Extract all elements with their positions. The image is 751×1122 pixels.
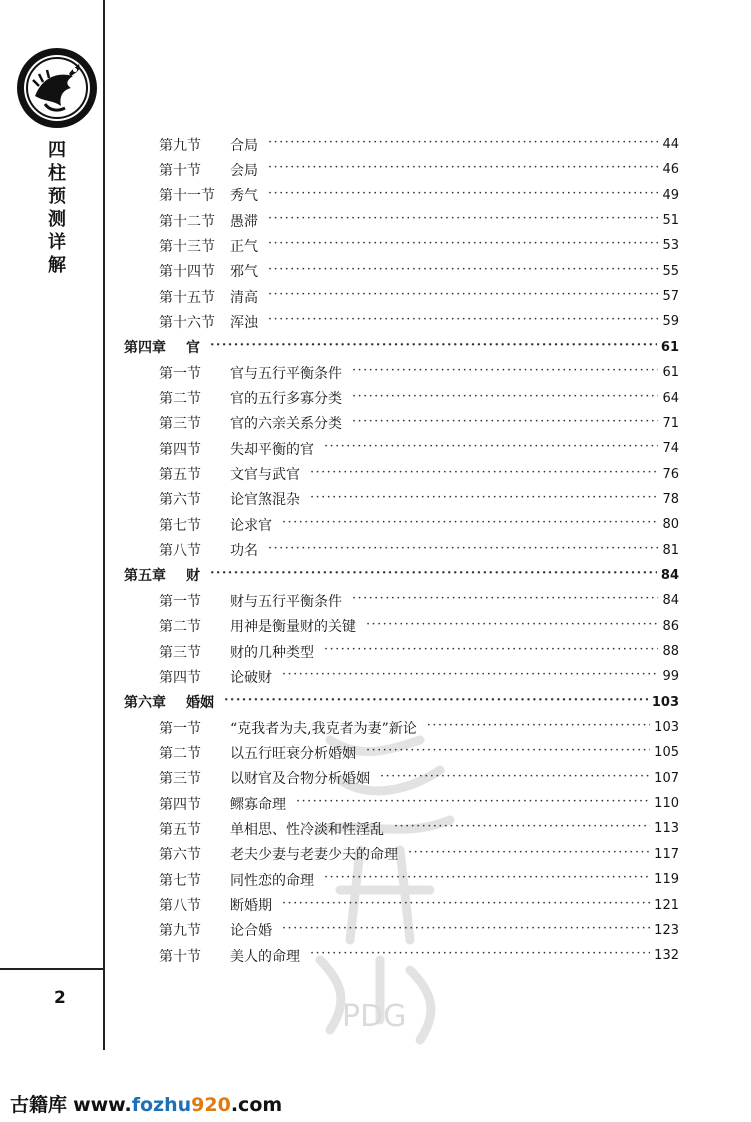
toc-leader-dots xyxy=(394,816,650,841)
toc-title: 单相思、性冷淡和性淫乱 xyxy=(230,821,384,838)
toc-section-row xyxy=(159,259,679,284)
toc-leader-dots xyxy=(224,690,648,715)
toc-title: 以五行旺衰分析婚姻 xyxy=(230,745,356,762)
toc-number: 第四节 xyxy=(159,796,201,813)
toc-number: 第七节 xyxy=(159,517,201,534)
page-number: 2 xyxy=(54,988,66,1008)
toc-leader-dots xyxy=(268,208,658,233)
toc-title: 论破财 xyxy=(230,669,272,686)
toc-title: 论求官 xyxy=(230,517,272,534)
toc-title: 财与五行平衡条件 xyxy=(230,593,342,610)
toc-number: 第二节 xyxy=(159,391,201,407)
toc-leader-dots xyxy=(324,436,658,461)
toc-section-row xyxy=(159,740,679,765)
toc-title: 用神是衡量财的关键 xyxy=(230,619,356,636)
toc-section-row xyxy=(159,588,679,613)
toc-section-row xyxy=(159,538,679,563)
toc-title: 秀气 xyxy=(230,188,258,205)
toc-page-number: 110 xyxy=(654,796,679,812)
toc-chapter-row xyxy=(124,563,679,588)
toc-number: 第十节 xyxy=(159,948,201,965)
toc-title: 合局 xyxy=(230,137,258,154)
toc-title: 财的几种类型 xyxy=(230,644,314,661)
toc-page-number: 86 xyxy=(662,618,679,634)
toc-number: 第三节 xyxy=(159,416,201,433)
book-title-vertical: 四柱预测详解 xyxy=(45,140,66,278)
toc-leader-dots xyxy=(310,943,650,968)
toc-number: 第一节 xyxy=(159,593,201,610)
toc-number: 第六节 xyxy=(159,847,201,864)
toc-page-number: 46 xyxy=(662,162,679,178)
toc-leader-dots xyxy=(282,893,650,918)
toc-leader-dots xyxy=(296,791,650,816)
toc-page-number: 84 xyxy=(660,567,679,583)
toc-title: 失却平衡的官 xyxy=(230,441,314,458)
toc-section-row xyxy=(159,842,679,867)
toc-leader-dots xyxy=(210,563,657,588)
toc-leader-dots xyxy=(282,664,658,689)
toc-page-number: 57 xyxy=(662,289,679,305)
toc-section-row xyxy=(159,943,679,968)
toc-title: 论合婚 xyxy=(230,923,272,940)
toc-section-row xyxy=(159,462,679,487)
toc-page-number: 103 xyxy=(651,694,679,710)
toc-leader-dots xyxy=(268,284,658,309)
toc-number: 第九节 xyxy=(159,923,201,940)
toc-section-row xyxy=(159,183,679,208)
toc-title: 美人的命理 xyxy=(230,948,300,965)
toc-section-row xyxy=(159,233,679,258)
toc-title: 财 xyxy=(186,568,200,585)
toc-section-row xyxy=(159,386,679,411)
toc-section-row xyxy=(159,867,679,892)
toc-leader-dots xyxy=(324,639,658,664)
toc-page-number: 113 xyxy=(654,821,679,837)
toc-leader-dots xyxy=(268,132,658,157)
toc-leader-dots xyxy=(352,588,658,613)
toc-number: 第六章 xyxy=(124,695,166,712)
toc-page-number: 55 xyxy=(662,263,679,279)
toc-number: 第五节 xyxy=(159,821,201,838)
toc-leader-dots xyxy=(352,411,658,436)
toc-page-number: 81 xyxy=(662,542,679,558)
toc-number: 第十四节 xyxy=(159,264,215,281)
toc-leader-dots xyxy=(380,766,650,791)
toc-number: 第三节 xyxy=(159,771,201,788)
toc-page-number: 64 xyxy=(662,390,679,406)
toc-page-number: 44 xyxy=(662,137,679,152)
toc-page-number: 132 xyxy=(654,948,679,964)
toc-section-row xyxy=(159,664,679,689)
toc-title: 老夫少妻与老妻少夫的命理 xyxy=(230,847,398,864)
toc-section-row xyxy=(159,411,679,436)
toc-page-number: 76 xyxy=(662,466,679,482)
toc-number: 第八节 xyxy=(159,898,201,914)
toc-page-number: 61 xyxy=(660,339,679,355)
toc-page-number: 59 xyxy=(662,314,679,330)
toc-page-number: 99 xyxy=(662,669,679,685)
toc-leader-dots xyxy=(352,360,658,385)
toc-section-row xyxy=(159,893,679,918)
toc-number: 第一节 xyxy=(159,720,201,737)
toc-page-number: 88 xyxy=(662,644,679,659)
toc-page-number: 71 xyxy=(662,415,679,431)
toc-section-row xyxy=(159,360,679,385)
toc-title: 断婚期 xyxy=(230,898,272,914)
toc-leader-dots xyxy=(210,335,657,360)
toc-page-number: 117 xyxy=(654,846,679,862)
toc-number: 第十一节 xyxy=(159,188,215,205)
toc-section-row xyxy=(159,791,679,816)
toc-page-number: 61 xyxy=(662,365,679,381)
toc-leader-dots xyxy=(282,512,658,537)
toc-section-row xyxy=(159,715,679,740)
toc-title: 鳏寡命理 xyxy=(230,796,286,813)
toc-page-number: 51 xyxy=(662,213,679,229)
toc-title: 同性恋的命理 xyxy=(230,872,314,889)
toc-leader-dots xyxy=(310,462,658,487)
toc-leader-dots xyxy=(268,233,658,258)
toc-leader-dots xyxy=(324,867,650,892)
toc-leader-dots xyxy=(268,157,658,182)
toc-number: 第三节 xyxy=(159,644,201,661)
toc-number: 第十节 xyxy=(159,162,201,179)
toc-leader-dots xyxy=(268,259,658,284)
toc-leader-dots xyxy=(408,842,650,867)
toc-page-number: 84 xyxy=(662,593,679,609)
toc-section-row xyxy=(159,614,679,639)
toc-page-number: 107 xyxy=(654,770,679,786)
margin-divider-vertical xyxy=(103,0,105,1050)
toc-number: 第四章 xyxy=(124,340,166,357)
toc-page-number: 123 xyxy=(654,922,679,938)
toc-leader-dots xyxy=(366,614,658,639)
toc-section-row xyxy=(159,918,679,943)
toc-page-number: 80 xyxy=(662,517,679,533)
toc-leader-dots xyxy=(427,715,650,740)
toc-number: 第十五节 xyxy=(159,289,215,306)
margin-divider-horizontal xyxy=(0,968,103,970)
footer-brand: 古籍库 xyxy=(10,1094,68,1116)
toc-section-row xyxy=(159,512,679,537)
watermark-text: PDG xyxy=(342,999,407,1034)
toc-chapter-row xyxy=(124,690,679,715)
toc-number: 第九节 xyxy=(159,137,201,154)
toc-leader-dots xyxy=(310,487,658,512)
toc-page-number: 53 xyxy=(662,238,679,254)
toc-section-row xyxy=(159,639,679,664)
toc-title: 以财官及合物分析婚姻 xyxy=(230,771,370,788)
footer-watermark xyxy=(10,1090,282,1117)
toc-page-number: 74 xyxy=(662,441,679,457)
toc-page-number: 119 xyxy=(654,872,679,888)
toc-section-row xyxy=(159,284,679,309)
toc-title: 愚滞 xyxy=(230,213,258,230)
toc-title: 文官与武官 xyxy=(230,467,300,484)
toc-title: 会局 xyxy=(230,162,258,179)
toc-title: 官与五行平衡条件 xyxy=(230,365,342,382)
toc-title: 官 xyxy=(186,340,200,357)
toc-number: 第六节 xyxy=(159,492,201,509)
toc-number: 第四节 xyxy=(159,441,201,458)
toc-title: “克我者为夫,我克者为妻”新论 xyxy=(230,720,417,737)
toc-number: 第十六节 xyxy=(159,314,215,331)
toc-section-row xyxy=(159,132,679,157)
toc-number: 第十三节 xyxy=(159,238,215,255)
footer-site: www.fozhu920.com xyxy=(73,1094,283,1116)
toc-section-row xyxy=(159,816,679,841)
toc-section-row xyxy=(159,157,679,182)
toc-title: 正气 xyxy=(230,238,258,255)
toc-leader-dots xyxy=(366,740,650,765)
toc-title: 浑浊 xyxy=(230,314,258,331)
toc-leader-dots xyxy=(268,538,658,563)
toc-section-row xyxy=(159,208,679,233)
toc-leader-dots xyxy=(268,309,658,334)
toc-number: 第十二节 xyxy=(159,213,215,230)
toc-page-number: 121 xyxy=(654,897,679,913)
toc-title: 论官煞混杂 xyxy=(230,492,300,509)
toc-number: 第四节 xyxy=(159,669,201,686)
toc-section-row xyxy=(159,766,679,791)
toc-title: 功名 xyxy=(230,543,258,560)
toc-section-row xyxy=(159,309,679,334)
toc-title: 官的六亲关系分类 xyxy=(230,416,342,433)
toc-number: 第二节 xyxy=(159,745,201,762)
toc-leader-dots xyxy=(268,183,658,208)
toc-number: 第七节 xyxy=(159,872,201,889)
toc-title: 清高 xyxy=(230,289,258,306)
toc-page-number: 78 xyxy=(662,491,679,507)
toc-number: 第八节 xyxy=(159,543,201,560)
toc-title: 官的五行多寡分类 xyxy=(230,391,342,407)
toc-title: 婚姻 xyxy=(186,695,214,712)
toc-number: 第一节 xyxy=(159,365,201,382)
toc-page-number: 49 xyxy=(662,187,679,203)
toc-number: 第二节 xyxy=(159,619,201,636)
toc-number: 第五章 xyxy=(124,568,166,585)
toc-section-row xyxy=(159,436,679,461)
toc-chapter-row xyxy=(124,335,679,360)
toc-leader-dots xyxy=(352,386,658,411)
toc-section-row xyxy=(159,487,679,512)
toc-title: 邪气 xyxy=(230,264,258,281)
toc-number: 第五节 xyxy=(159,467,201,484)
toc-leader-dots xyxy=(282,918,650,943)
toc-page-number: 105 xyxy=(654,745,679,761)
phoenix-emblem-icon xyxy=(15,46,99,130)
toc-page-number: 103 xyxy=(654,720,679,736)
